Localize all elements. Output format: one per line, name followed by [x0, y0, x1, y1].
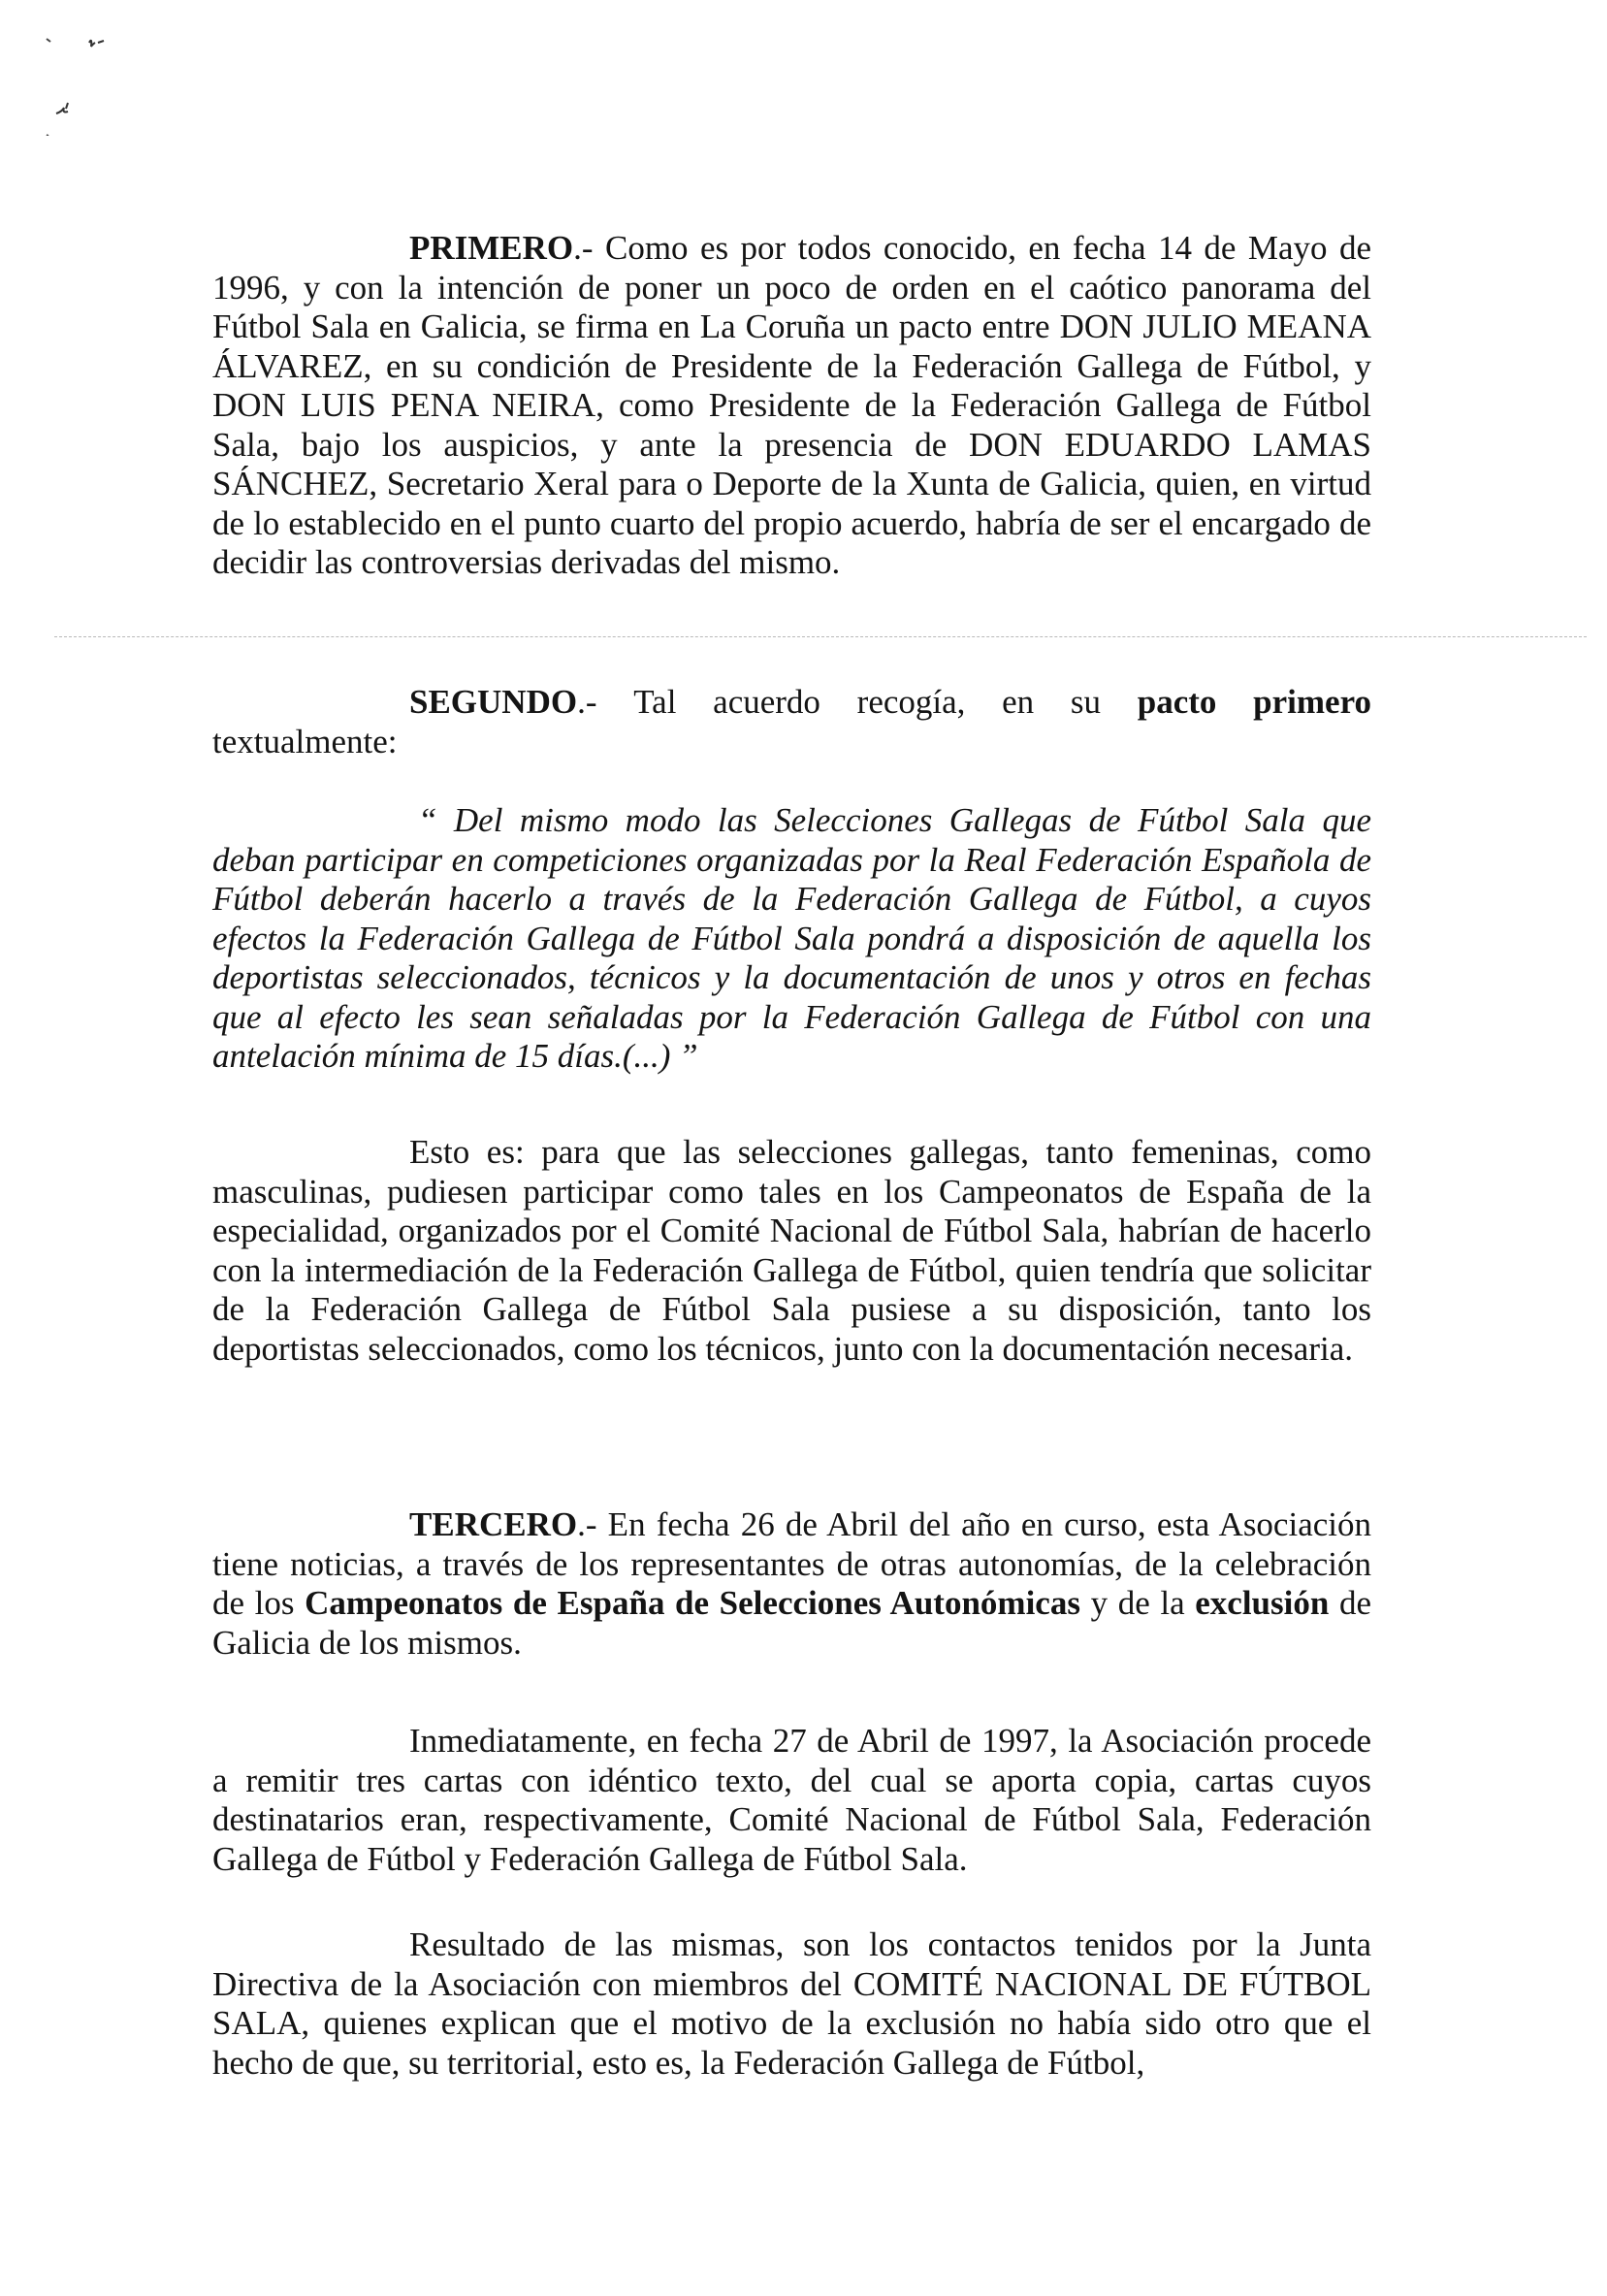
section-tercero [212, 1505, 1371, 1663]
segundo-word: recogía, [856, 683, 966, 721]
tercero-bold: exclusión [1195, 1584, 1330, 1622]
tercero-bold: Campeonatos de España de Selecciones Autonómicas [305, 1584, 1080, 1622]
quote-text: “ Del mismo modo las Selecciones Gallegas de Fútbol Sala que deban participar en competiciones organizadas por la Real Federación Española de Fútbol deberán hacerlo a través de la Federación Gallega de Fútbol, a cuyos efectos la Federación Gallega de Fútbol Sala pondrá a disposición de aquella los deportistas seleccionados, técnicos y la documentación de unos y otros en fechas que al efecto les sean señaladas por la Federación Gallega de Fútbol con una antelación mínima de 15 días.(...) ” [212, 801, 1371, 1075]
tercero-para3-text: Resultado de las mismas, son los contactos tenidos por la Junta Directiva de la Asociación con miembros del COMITÉ NACIONAL DE FÚTBOL SALA, quienes explican que el motivo de la exclusión no había sido otro que el hecho de que, su territorial, esto es, la Federación Gallega de Fútbol, [212, 1925, 1371, 2082]
segundo-word: su [1070, 683, 1102, 721]
section-segundo-heading [212, 683, 1371, 761]
scan-mark [47, 135, 48, 136]
segundo-line2: textualmente: [212, 722, 398, 760]
tercero-heading: TERCERO [409, 1505, 578, 1543]
segundo-quote [212, 801, 1371, 1077]
segundo-word: .- [577, 683, 597, 721]
segundo-bold-word: primero [1253, 683, 1371, 721]
segundo-bold-word: pacto [1137, 683, 1217, 721]
scan-mark [47, 39, 50, 42]
segundo-followup-text: Esto es: para que las selecciones gallegas, tanto femeninas, como masculinas, pudiesen participar como tales en los Campeonatos de España de la especialidad, organizados por el Comité Nacional de Fútbol Sala, habrían de hacerlo con la intermediación de la Federación Gallega de Fútbol, quien tendría que solicitar de la Federación Gallega de Fútbol Sala pusiese a su disposición, tanto los deportistas seleccionados, como los técnicos, junto con la documentación necesaria. [212, 1133, 1371, 1368]
scan-mark [56, 103, 68, 113]
primero-heading: PRIMERO [409, 229, 574, 267]
tercero-paragraph-2 [212, 1722, 1371, 1879]
tercero-para2-text: Inmediatamente, en fecha 27 de Abril de 1997, la Asociación procede a remitir tres cartas con idéntico texto, del cual se aporta copia, cartas cuyos destinatarios eran, respectivamente, Comité Nacional de Fútbol Sala, Federación Gallega de Fútbol y Federación Gallega de Fútbol Sala. [212, 1722, 1371, 1878]
tercero-text: de Galicia de los mismos. [212, 1584, 1371, 1662]
segundo-word: acuerdo [713, 683, 820, 721]
tercero-paragraph-3 [212, 1925, 1371, 2083]
tercero-text: y de la [1079, 1584, 1196, 1622]
section-primero [212, 229, 1371, 583]
primero-text: .- Como es por todos conocido, en fecha 14 de Mayo de 1996, y con la intención de poner un poco de orden en el caótico panorama del Fútbol Sala en Galicia, se firma en La Coruña un pacto entre DON JULIO MEANA ÁLVAREZ, en su condición de Presidente de la Federación Gallega de Fútbol, y DON LUIS PENA NEIRA, como Presidente de la Federación Gallega de Fútbol Sala, bajo los auspicios, y ante la presencia de DON EDUARDO LAMAS SÁNCHEZ, Secretario Xeral para o Deporte de la Xunta de Galicia, quien, en virtud de lo establecido en el punto cuarto del propio acuerdo, habría de ser el encargado de decidir las controversias derivadas del mismo. [212, 229, 1371, 581]
segundo-followup [212, 1133, 1371, 1369]
scan-marks [0, 0, 194, 136]
segundo-word: Tal [633, 683, 677, 721]
fold-line [54, 636, 1587, 637]
segundo-word: en [1002, 683, 1035, 721]
scan-mark [89, 41, 104, 47]
tercero-text: .- En fecha 26 de Abril del año en curso, esta Asociación tiene noticias, a través de los representantes de otras autonomías, de la celebración de los [212, 1505, 1371, 1622]
segundo-heading: SEGUNDO [409, 683, 578, 721]
